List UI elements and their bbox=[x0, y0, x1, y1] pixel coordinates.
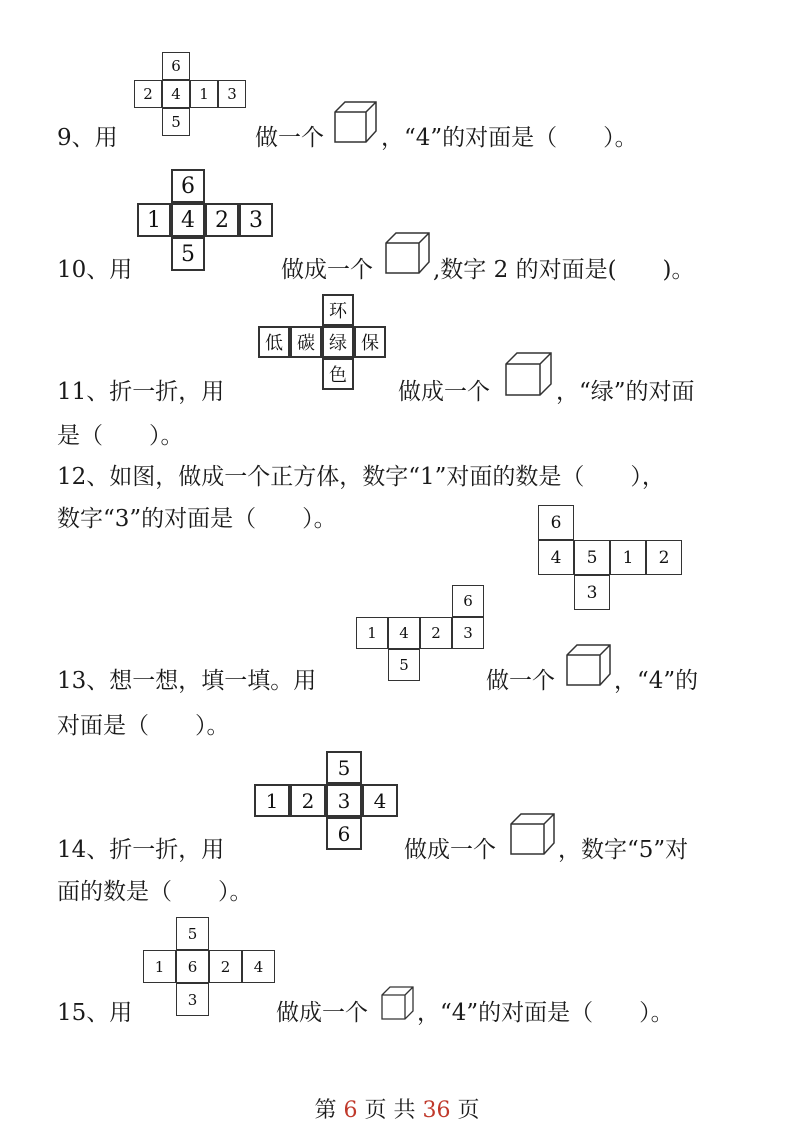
q13-prefix: 13、想一想，填一填。用 bbox=[57, 668, 317, 694]
net-face: 1 bbox=[356, 617, 388, 649]
q13-suffix: ，“4”的 bbox=[614, 668, 699, 694]
net-face: 1 bbox=[137, 203, 171, 237]
net-face: 2 bbox=[420, 617, 452, 649]
net-face: 1 bbox=[254, 784, 290, 817]
net-face: 3 bbox=[452, 617, 484, 649]
net-face: 3 bbox=[176, 983, 209, 1016]
q15-prefix: 15、用 bbox=[57, 1000, 133, 1026]
q12-line2: 数字“3”的对面是（ ）。 bbox=[57, 506, 337, 532]
q13-middle: 做一个 bbox=[486, 668, 555, 694]
net-face: 3 bbox=[326, 784, 362, 817]
net-face: 4 bbox=[162, 80, 190, 108]
footer-label-ye-gong: 页 共 bbox=[364, 1098, 416, 1123]
net-face: 3 bbox=[574, 575, 610, 610]
net-face: 2 bbox=[646, 540, 682, 575]
q14-line2: 面的数是（ ）。 bbox=[57, 879, 253, 905]
net-face: 4 bbox=[171, 203, 205, 237]
q13-line2: 对面是（ ）。 bbox=[57, 713, 230, 739]
net-face: 6 bbox=[171, 169, 205, 203]
q9-middle: 做一个 bbox=[255, 125, 324, 151]
cube-icon bbox=[505, 351, 553, 397]
q10-prefix: 10、用 bbox=[57, 257, 133, 283]
cube-icon bbox=[385, 231, 431, 275]
net-face: 5 bbox=[574, 540, 610, 575]
net-face: 2 bbox=[209, 950, 242, 983]
q15-suffix: ，“4”的对面是（ ）。 bbox=[417, 1000, 674, 1026]
q15-middle: 做成一个 bbox=[276, 1000, 368, 1026]
net-face: 4 bbox=[362, 784, 398, 817]
net-face: 5 bbox=[326, 751, 362, 784]
net-face: 色 bbox=[322, 358, 354, 390]
net-face: 2 bbox=[290, 784, 326, 817]
net-face: 绿 bbox=[322, 326, 354, 358]
q10-middle: 做成一个 bbox=[281, 257, 373, 283]
q14-middle: 做成一个 bbox=[404, 837, 496, 863]
q10-suffix: ,数字 2 的对面是( )。 bbox=[433, 257, 695, 283]
q9-prefix: 9、用 bbox=[57, 125, 118, 151]
net-face: 5 bbox=[176, 917, 209, 950]
q14-suffix: ，数字“5”对 bbox=[558, 837, 689, 863]
footer-total-pages: 36 bbox=[422, 1098, 451, 1123]
q12-line1: 12、如图，做成一个正方体，数字“1”对面的数是（ ）， bbox=[57, 464, 665, 490]
net-face: 4 bbox=[538, 540, 574, 575]
net-face: 6 bbox=[162, 52, 190, 80]
net-face: 3 bbox=[218, 80, 246, 108]
net-face: 1 bbox=[143, 950, 176, 983]
net-face: 4 bbox=[388, 617, 420, 649]
footer-label-ye: 页 bbox=[457, 1098, 480, 1123]
footer-label-di: 第 bbox=[314, 1098, 337, 1123]
cube-icon bbox=[566, 643, 612, 687]
net-face: 1 bbox=[610, 540, 646, 575]
net-face: 6 bbox=[538, 505, 574, 540]
q14-prefix: 14、折一折，用 bbox=[57, 837, 225, 863]
net-face: 碳 bbox=[290, 326, 322, 358]
q11-line2: 是（ ）。 bbox=[57, 423, 184, 449]
cube-icon bbox=[334, 100, 378, 144]
footer-page-number: 6 bbox=[343, 1098, 358, 1123]
cube-icon bbox=[381, 985, 415, 1021]
net-face: 保 bbox=[354, 326, 386, 358]
page-footer bbox=[0, 1093, 794, 1124]
q11-middle: 做成一个 bbox=[398, 379, 490, 405]
net-face: 3 bbox=[239, 203, 273, 237]
net-face: 6 bbox=[176, 950, 209, 983]
net-face: 6 bbox=[326, 817, 362, 850]
net-face: 环 bbox=[322, 294, 354, 326]
net-face: 4 bbox=[242, 950, 275, 983]
net-face: 2 bbox=[134, 80, 162, 108]
net-face: 5 bbox=[162, 108, 190, 136]
cube-icon bbox=[510, 812, 556, 856]
net-face: 2 bbox=[205, 203, 239, 237]
net-face: 5 bbox=[388, 649, 420, 681]
q9-suffix: ，“4”的对面是（ ）。 bbox=[381, 125, 638, 151]
net-face: 5 bbox=[171, 237, 205, 271]
net-face: 低 bbox=[258, 326, 290, 358]
q11-suffix: ，“绿”的对面 bbox=[556, 379, 695, 405]
net-face: 1 bbox=[190, 80, 218, 108]
net-face: 6 bbox=[452, 585, 484, 617]
q11-prefix: 11、折一折，用 bbox=[57, 379, 225, 405]
